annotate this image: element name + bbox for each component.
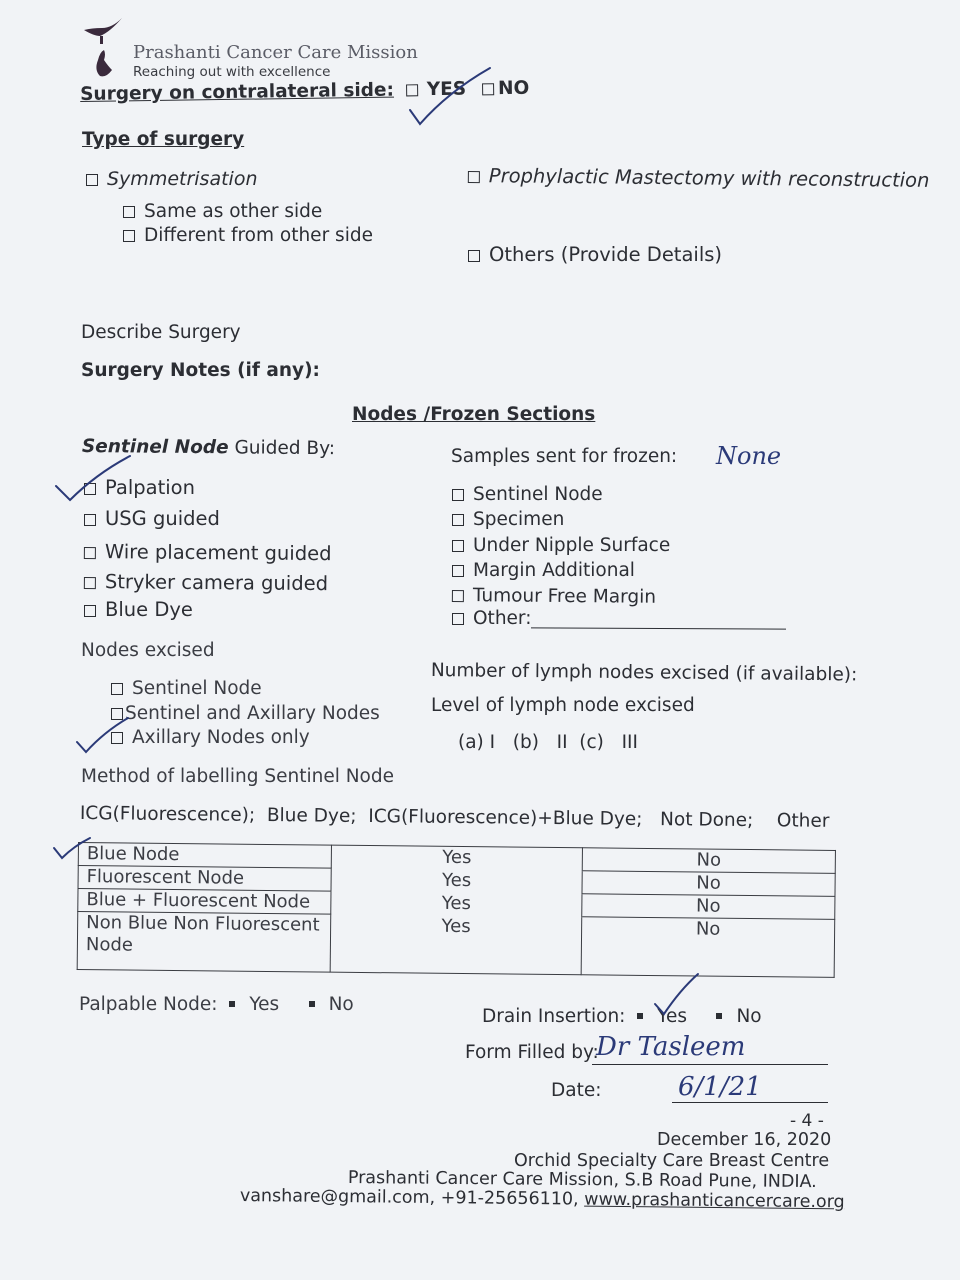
nodes-excised-label: Nodes excised bbox=[81, 640, 215, 661]
footer-centre: Orchid Specialty Care Breast Centre bbox=[514, 1151, 830, 1171]
sample-specimen[interactable]: Specimen bbox=[452, 509, 564, 530]
row-type: Blue Node bbox=[78, 843, 331, 869]
prophylactic-option[interactable]: Prophylactic Mastectomy with reconstruction bbox=[468, 164, 930, 192]
logo bbox=[78, 14, 128, 84]
row-yes[interactable]: Yes bbox=[331, 868, 582, 894]
drain-no[interactable]: No bbox=[736, 1006, 762, 1027]
same-side-option[interactable]: Same as other side bbox=[123, 201, 322, 222]
nodes-heading: Nodes /Frozen Sections bbox=[352, 404, 596, 425]
org-name: Prashanti Cancer Care Mission bbox=[133, 42, 418, 63]
guided-palpation[interactable]: Palpation bbox=[84, 476, 195, 499]
excised-sentinel[interactable]: Sentinel Node bbox=[111, 678, 262, 699]
table-row bbox=[77, 912, 835, 978]
method-blue-dye[interactable]: Blue Dye; bbox=[266, 804, 357, 827]
row-yes[interactable]: Yes bbox=[331, 845, 582, 871]
bird-logo-icon bbox=[78, 14, 128, 84]
lymph-count-label: Number of lymph nodes excised (if available): bbox=[430, 660, 858, 686]
signature: Dr Tasleem bbox=[596, 1032, 746, 1062]
page-number: - 4 - bbox=[790, 1111, 824, 1131]
date-line bbox=[672, 1102, 828, 1103]
contralateral-no-checkbox[interactable]: NO bbox=[482, 78, 530, 100]
different-side-option[interactable]: Different from other side bbox=[123, 225, 373, 246]
row-no[interactable]: No bbox=[582, 894, 835, 920]
website-link[interactable]: www.prashanticancercare.org bbox=[584, 1189, 845, 1213]
guided-stryker[interactable]: Stryker camera guided bbox=[84, 570, 328, 595]
row-type: Fluorescent Node bbox=[78, 866, 331, 892]
method-icg-blue[interactable]: ICG(Fluorescence)+Blue Dye; bbox=[368, 806, 643, 830]
sentinel-guided-label: Sentinel Node Guided By: bbox=[81, 436, 336, 460]
sample-tumour-free[interactable]: Tumour Free Margin bbox=[452, 585, 656, 608]
excised-axillary-only[interactable]: Axillary Nodes only bbox=[111, 727, 310, 748]
drain-row: Drain Insertion: Yes No bbox=[482, 1006, 762, 1027]
type-of-surgery-heading: Type of surgery bbox=[82, 129, 245, 150]
row-type: Blue + Fluorescent Node bbox=[78, 889, 331, 915]
guided-blue-dye[interactable]: Blue Dye bbox=[84, 598, 193, 621]
method-label: Method of labelling Sentinel Node bbox=[81, 766, 395, 787]
row-yes[interactable]: Yes bbox=[331, 891, 582, 917]
row-type: Non Blue Non Fluorescent Node bbox=[77, 912, 331, 973]
symmetrisation-option[interactable]: Symmetrisation bbox=[86, 168, 258, 190]
methods-row bbox=[80, 803, 830, 832]
guided-usg[interactable]: USG guided bbox=[84, 507, 220, 530]
date-label: Date: bbox=[551, 1080, 602, 1101]
footer-address: Prashanti Cancer Care Mission, S.B Road Pune, INDIA. bbox=[347, 1168, 817, 1193]
sample-sentinel[interactable]: Sentinel Node bbox=[452, 484, 603, 505]
signature-line bbox=[592, 1064, 828, 1065]
sample-under-nipple[interactable]: Under Nipple Surface bbox=[452, 535, 670, 556]
sample-other-line bbox=[531, 627, 786, 629]
row-no[interactable]: No bbox=[582, 871, 835, 897]
form-filled-label: Form Filled by: bbox=[465, 1042, 599, 1063]
row-yes[interactable]: Yes bbox=[330, 914, 582, 975]
surgery-notes-label: Surgery Notes (if any): bbox=[81, 360, 320, 381]
describe-surgery-label: Describe Surgery bbox=[81, 322, 241, 343]
palpable-row: Palpable Node: Yes No bbox=[79, 994, 354, 1015]
guided-wire[interactable]: Wire placement guided bbox=[84, 540, 332, 565]
others-option[interactable]: Others (Provide Details) bbox=[468, 243, 722, 266]
sample-margin-additional[interactable]: Margin Additional bbox=[452, 560, 635, 581]
footer-contact: vanshare@gmail.com, +91-25656110, www.prashanticancercare.org bbox=[239, 1186, 845, 1213]
palpable-no[interactable]: No bbox=[328, 994, 354, 1015]
samples-label: Samples sent for frozen: bbox=[451, 446, 678, 467]
row-no[interactable]: No bbox=[581, 917, 835, 978]
levels-row: (a) I (b) II (c) III bbox=[458, 732, 638, 753]
date-value: 6/1/21 bbox=[678, 1072, 762, 1102]
node-table bbox=[77, 842, 836, 978]
tagline: Reaching out with excellence bbox=[133, 64, 331, 80]
method-not-done[interactable]: Not Done; bbox=[659, 809, 754, 832]
excised-sentinel-axillary[interactable]: Sentinel and Axillary Nodes bbox=[111, 703, 380, 724]
method-icg[interactable]: ICG(Fluorescence); bbox=[79, 803, 256, 826]
drain-yes[interactable]: Yes bbox=[657, 1006, 688, 1027]
contralateral-row bbox=[80, 78, 529, 105]
palpable-yes[interactable]: Yes bbox=[249, 994, 280, 1015]
sample-other[interactable]: Other: bbox=[452, 608, 531, 629]
level-label: Level of lymph node excised bbox=[431, 695, 695, 716]
contralateral-label: Surgery on contralateral side: bbox=[80, 79, 395, 105]
row-no[interactable]: No bbox=[582, 848, 835, 874]
method-other[interactable]: Other bbox=[776, 810, 830, 832]
samples-handwritten: None bbox=[716, 442, 782, 470]
footer-date: December 16, 2020 bbox=[657, 1130, 832, 1150]
contralateral-yes-checkbox[interactable]: YES bbox=[406, 79, 467, 101]
